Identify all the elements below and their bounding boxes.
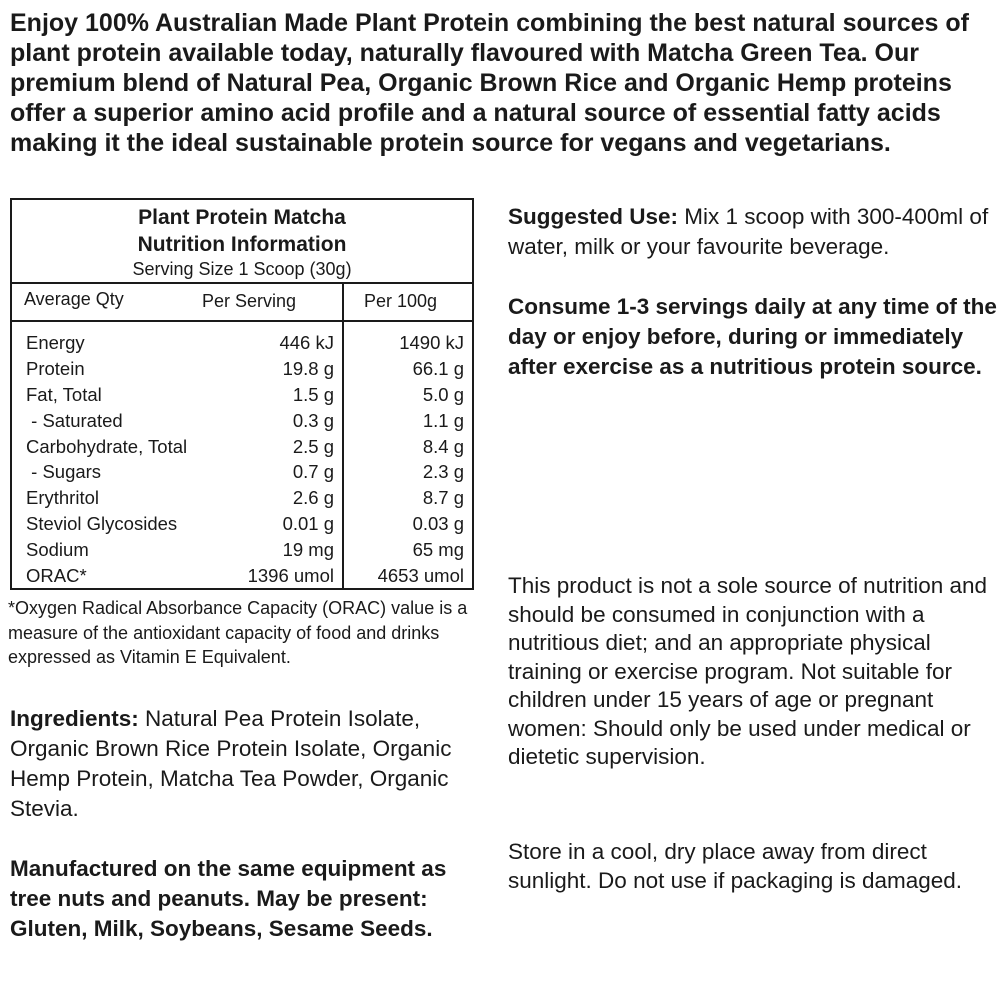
- per-serving-value: 2.5 g: [292, 435, 334, 457]
- nutrition-panel-header: [12, 200, 472, 284]
- orac-footnote: *Oxygen Radical Absorbance Capacity (ORAC) value is a measure of the antioxidant capacity of food and drinks expressed as Vitamin E Equivalent.: [8, 598, 468, 667]
- per-serving-value: 19 mg: [282, 539, 334, 561]
- nutrient-name: ORAC*: [26, 565, 87, 587]
- per-100g-value: 1.1 g: [422, 409, 464, 431]
- per-100g-value: 2.3 g: [422, 461, 464, 483]
- nutrition-row: [12, 485, 472, 511]
- per-serving-value: 0.3 g: [292, 409, 334, 431]
- warning-statement: This product is not a sole source of nutrition and should be consumed in conjunction with a nutritious diet; and an appropriate physical training or exercise program. Not suitable for children under 15 years of age or pregnant women: Should only be used under medical or dietetic supervision.: [508, 573, 988, 769]
- nutrition-row: [12, 330, 472, 356]
- suggested-use-label: Suggested Use:: [508, 204, 679, 229]
- nutrient-name: - Saturated: [26, 409, 123, 431]
- ingredients-text: Natural Pea Protein Isolate, Organic Brown Rice Protein Isolate, Organic Hemp Protein, Matcha Tea Powder, Organic Stevia.: [10, 706, 452, 821]
- nutrition-row: [12, 459, 472, 485]
- header-per-serving: Per Serving: [202, 291, 297, 311]
- ingredients: [10, 704, 480, 824]
- per-serving-value: 0.01 g: [282, 513, 334, 535]
- serving-size: Serving Size 1 Scoop (30g): [132, 259, 352, 279]
- per-100g-value: 8.4 g: [422, 435, 464, 457]
- nutrition-title-product: Plant Protein Matcha: [138, 206, 346, 229]
- per-100g-value: 4653 umol: [377, 565, 464, 587]
- allergen-statement: Manufactured on the same equipment as tree nuts and peanuts. May be present: Gluten, Milk, Soybeans, Sesame Seeds.: [10, 856, 447, 941]
- nutrient-name: - Sugars: [26, 461, 102, 483]
- per-100g-value: 5.0 g: [422, 383, 464, 405]
- nutrition-column-headers: [12, 284, 472, 322]
- suggested-use-text: Mix 1 scoop with 300-400ml of water, milk or your favourite beverage.: [508, 204, 989, 259]
- storage-instructions: Store in a cool, dry place away from direct sunlight. Do not use if packaging is damaged.: [508, 839, 963, 893]
- per-100g-value: 0.03 g: [412, 513, 464, 535]
- nutrition-row: [12, 563, 472, 589]
- nutrition-row: [12, 537, 472, 563]
- per-100g-value: 8.7 g: [422, 487, 464, 509]
- nutrient-name: Erythritol: [26, 487, 99, 509]
- nutrient-name: Carbohydrate, Total: [26, 435, 188, 457]
- nutrition-title: Nutrition Information: [137, 233, 347, 256]
- nutrient-name: Fat, Total: [26, 383, 102, 405]
- nutrition-panel: [10, 198, 474, 590]
- per-serving-value: 1396 umol: [247, 565, 334, 587]
- per-serving-value: 446 kJ: [279, 332, 334, 353]
- per-100g-value: 66.1 g: [412, 357, 464, 379]
- nutrient-name: Steviol Glycosides: [26, 513, 178, 535]
- nutrient-name: Sodium: [26, 539, 89, 561]
- nutrition-row: [12, 434, 472, 460]
- header-per-100g: Per 100g: [364, 291, 438, 311]
- nutrition-row: [12, 382, 472, 408]
- per-serving-value: 1.5 g: [292, 383, 334, 405]
- ingredients-label: Ingredients:: [10, 706, 139, 731]
- per-100g-value: 65 mg: [412, 539, 464, 561]
- per-serving-value: 2.6 g: [292, 487, 334, 509]
- per-100g-value: 1490 kJ: [399, 332, 464, 353]
- per-serving-value: 19.8 g: [282, 357, 334, 379]
- nutrition-row: [12, 356, 472, 382]
- intro-text: Enjoy 100% Australian Made Plant Protein combining the best natural sources of plant protein available today, naturally flavoured with Matcha Green Tea. Our premium blend of Natural Pea, Organic Brown Rice and Organic Hemp proteins offer a superior amino acid profile and a natural source of essential fatty acids making it the ideal sustainable protein source for vegans and vegetarians.: [10, 9, 969, 157]
- per-serving-value: 0.7 g: [292, 461, 334, 483]
- nutrient-name: Protein: [26, 357, 85, 379]
- header-average-qty: Average Qty: [24, 289, 124, 309]
- nutrition-row: [12, 408, 472, 434]
- nutrition-rows: [12, 330, 472, 589]
- nutrient-name: Energy: [26, 332, 85, 353]
- suggested-use: [508, 202, 1003, 262]
- consume-instructions: Consume 1-3 servings daily at any time of the day or enjoy before, during or immediately after exercise as a nutritious protein source.: [508, 294, 997, 379]
- nutrition-row: [12, 511, 472, 537]
